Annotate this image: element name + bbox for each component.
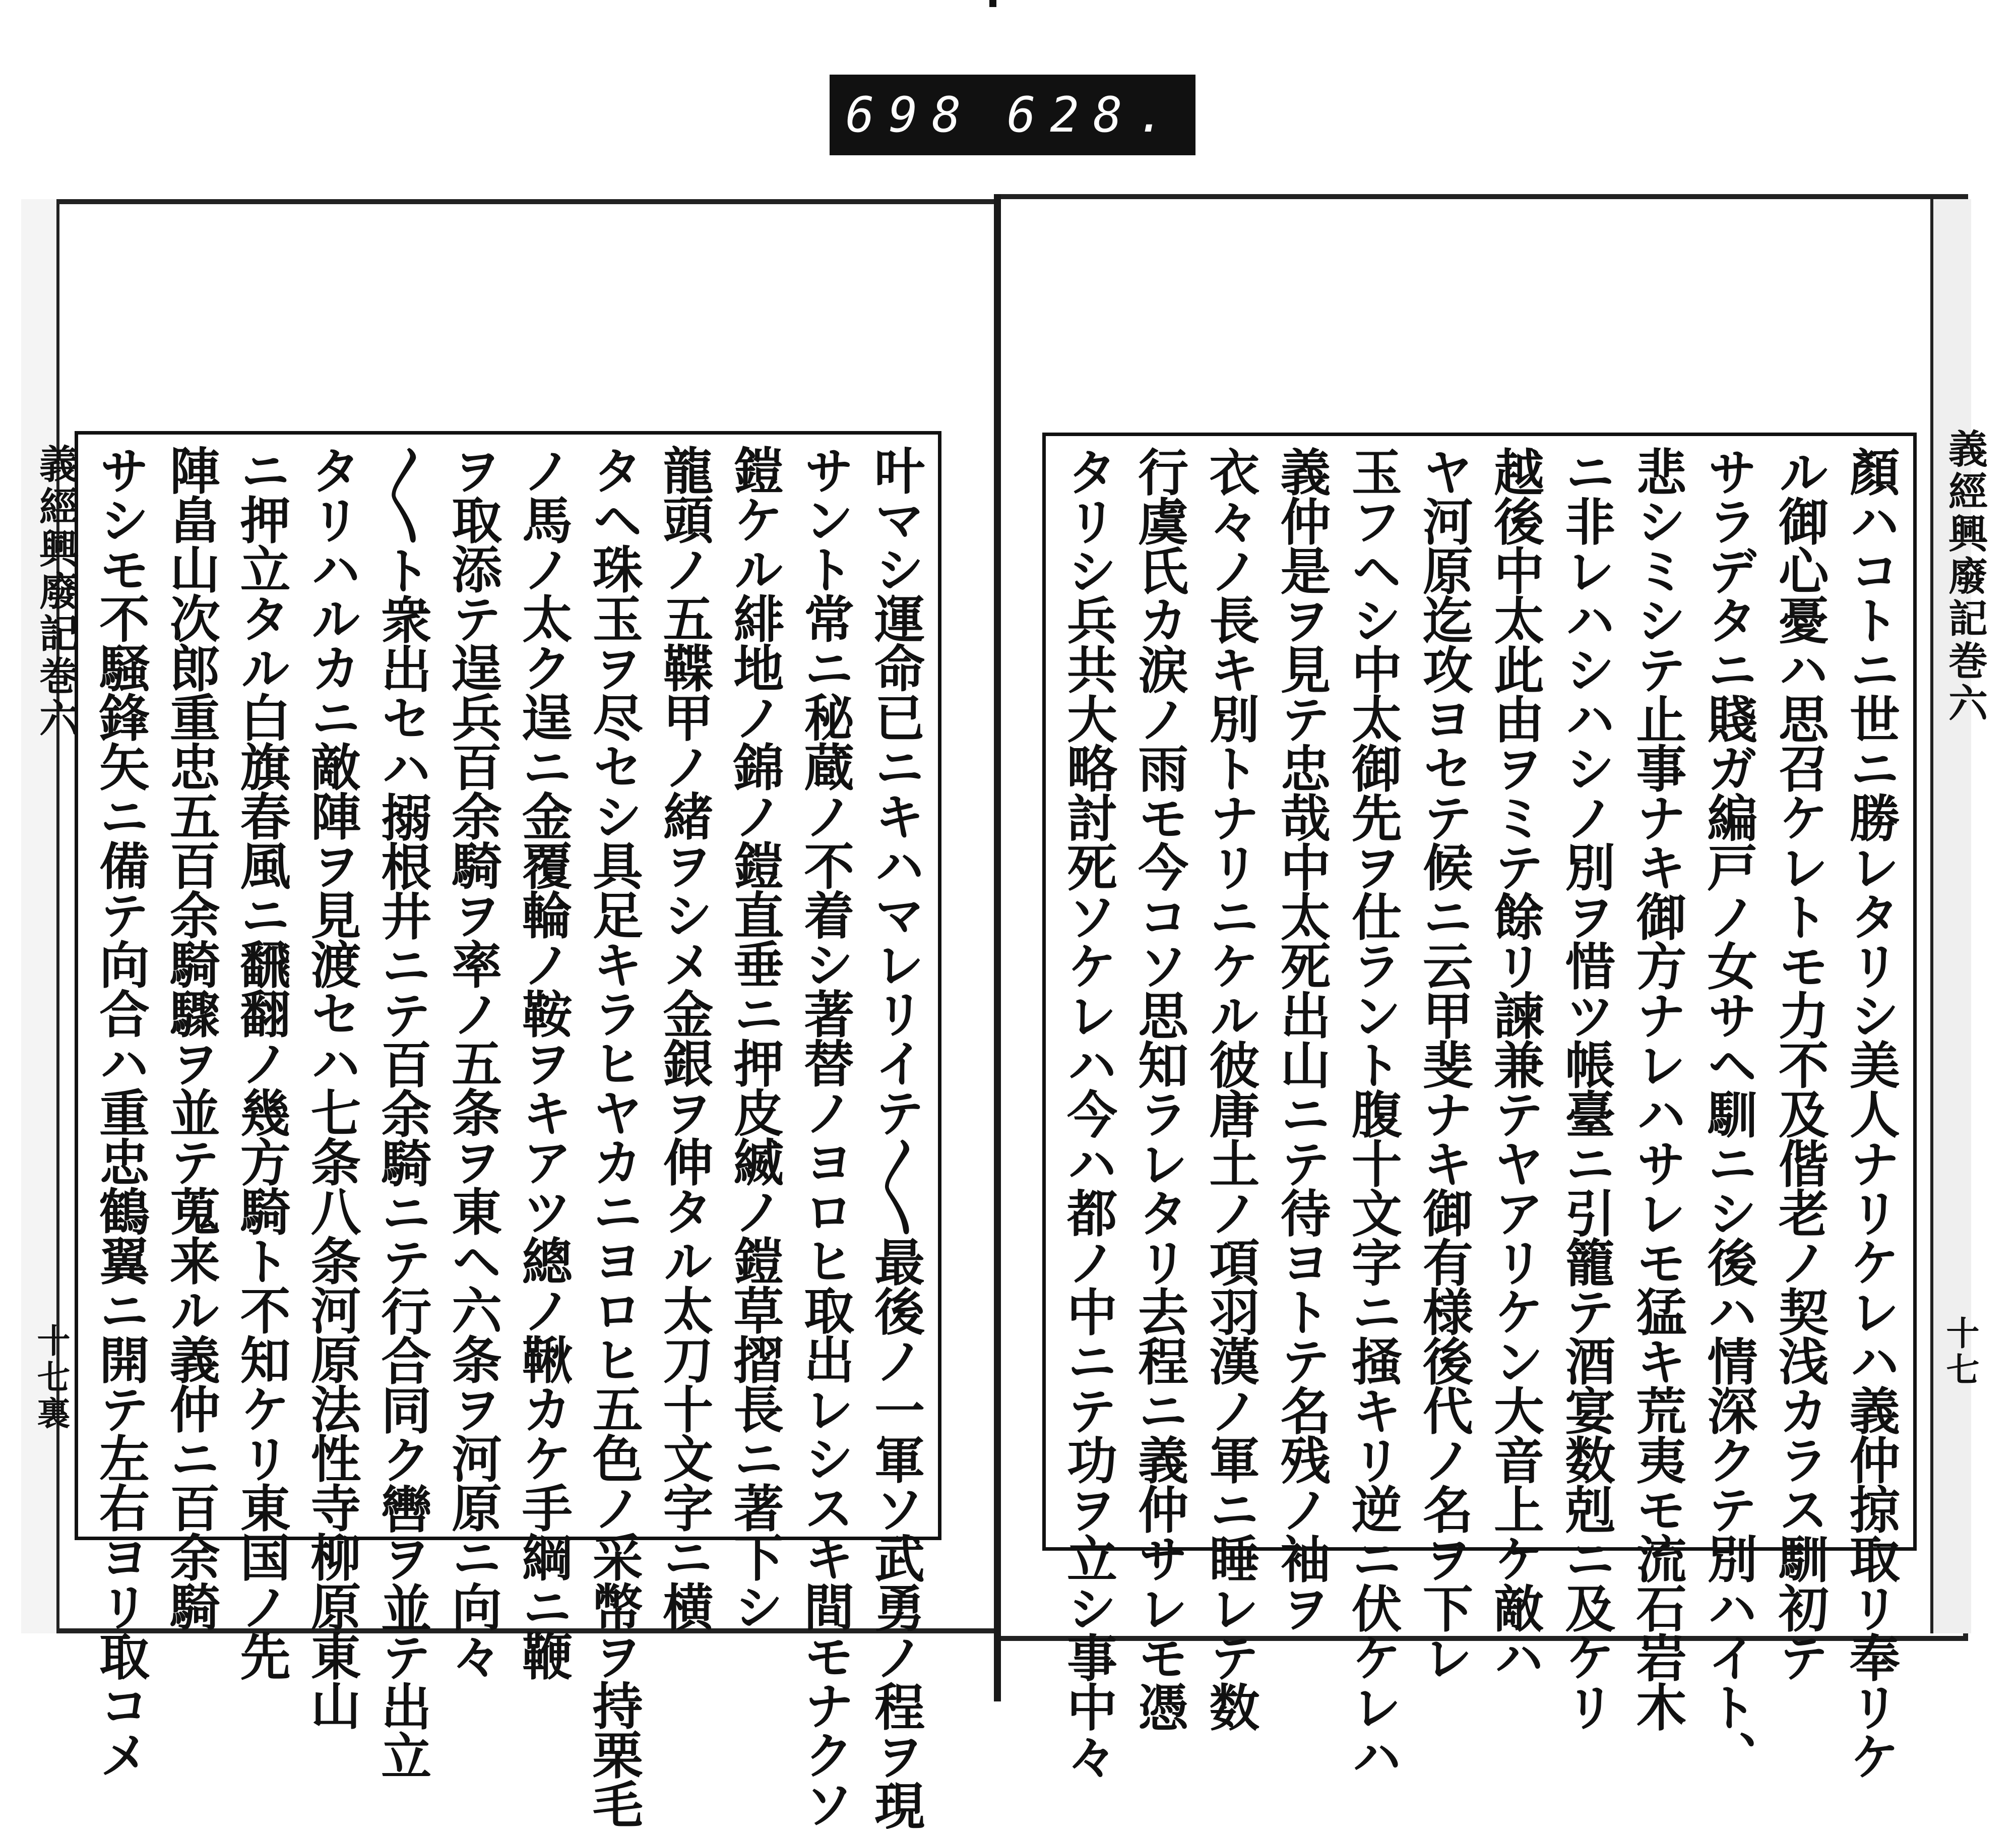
left-page-text-block [75, 431, 941, 1829]
frame-number-right: 628. [1006, 87, 1180, 143]
text-column: ノ馬ノ太ク逞ニ金覆輪ノ鞍ヲキアツ總ノ鞦カケ手綱ニ鞭 [513, 445, 573, 1680]
film-top-mark [989, 0, 996, 7]
left-running-title: 義經興廢記巻六 [33, 444, 79, 740]
text-column: ニ押立タル白旗春風ニ飜翻ノ幾方騎ト不知ケリ東国ノ先 [231, 445, 291, 1680]
text-column: 鎧ケル緋地ノ錦ノ鎧直垂ニ押皮縅ノ鎧草摺長ニ著下シ [725, 445, 785, 1630]
left-folio-number: 十七裏 [31, 1323, 71, 1432]
text-column: ヲ取添テ逞兵百余騎ヲ率ノ五条ヲ東ヘ六条ヲ河原ニ向々 [443, 445, 503, 1680]
text-column: タリハルカニ敵陣ヲ見渡セハ七条八条河原法性寺柳原東山 [302, 445, 362, 1729]
text-column: 玉フヘシ中太御先ヲ仕ラント腹十文字ニ掻キリ逆ニ伏ケレハ [1343, 446, 1403, 1780]
right-page-edge [1930, 199, 1971, 1633]
film-frame-counter [830, 75, 1195, 155]
text-column: 義仲是ヲ見テ忠哉中太死出山ニテ待ヨトテ名残ノ袖ヲ [1272, 446, 1332, 1632]
text-column: タリシ兵共大略討死ソケレハ今ハ都ノ中ニテ功ヲ立シ事中々 [1058, 446, 1118, 1780]
text-column: サシモ不騒鋒矢ニ備テ向合ハ重忠鶴翼ニ開テ左右ヨリ取コメ [91, 445, 150, 1779]
right-folio-number: 十七 [1940, 1316, 1980, 1388]
right-running-title: 義經興廢記巻六 [1942, 429, 1988, 725]
text-column: サラデタニ賤ガ編戸ノ女サヘ馴ニシ後ハ情深クテ別ハイト、 [1698, 446, 1758, 1780]
text-column: 叶マシ運命已ニキハマレリイテ〱最後ノ一軍ソ武勇ノ程ヲ現 [865, 445, 925, 1829]
text-column: ニ非レハシハシノ別ヲ惜ツ帳臺ニ引籠テ酒宴数剋ニ及ケリ [1556, 446, 1616, 1731]
right-page-text-block [1042, 433, 1917, 1780]
text-column: 〱ト衆出セハ搦根井ニテ百余騎ニテ行合同ク轡ヲ並テ出立 [372, 445, 432, 1780]
text-column: タヘ珠玉ヲ尽セシ具足キラヒヤカニヨロヒ五色ノ采幣ヲ持栗毛 [584, 445, 644, 1828]
text-column: 衣々ノ長キ別トナリニケル彼唐土ノ項羽漢ノ軍ニ睡レテ数 [1201, 446, 1261, 1731]
text-column: 行虞氏カ涙ノ雨モ今コソ思知ラレタリ去程ニ義仲サレモ憑 [1129, 446, 1189, 1731]
text-column: ヤ河原迄攻ヨセテ候ニ云甲斐ナキ御有様後代ノ名ヲ下レ [1414, 446, 1474, 1681]
text-column: 陣畠山次郎重忠五百余騎驟ヲ並テ蒐来ル義仲ニ百余騎 [161, 445, 221, 1630]
text-column: 顏ハコトニ世ニ勝レタリシ美人ナリケレハ義仲掠取リ奉リケ [1841, 446, 1901, 1780]
text-column: 悲シミシテ止事ナキ御方ナレハサレモ猛キ荒夷モ流石岩木 [1627, 446, 1687, 1731]
text-column: 越後中太此由ヲミテ餘リ諫兼テヤアリケン大音上ケ敵ハ [1485, 446, 1545, 1681]
frame-number-left: 698 [845, 87, 975, 143]
book-spine [994, 194, 1001, 1701]
text-column: サント常ニ秘蔵ノ不着シ著替ノヨロヒ取出レシスキ間モナクソ [795, 445, 855, 1828]
text-column: 龍頭ノ五鞢甲ノ緒ヲシメ金銀ヲ伸タル太刀十文字ニ横 [654, 445, 714, 1630]
text-column: ル御心憂ハ思召ケレトモ力不及偕老ノ契浅カラス馴初テ [1770, 446, 1830, 1681]
